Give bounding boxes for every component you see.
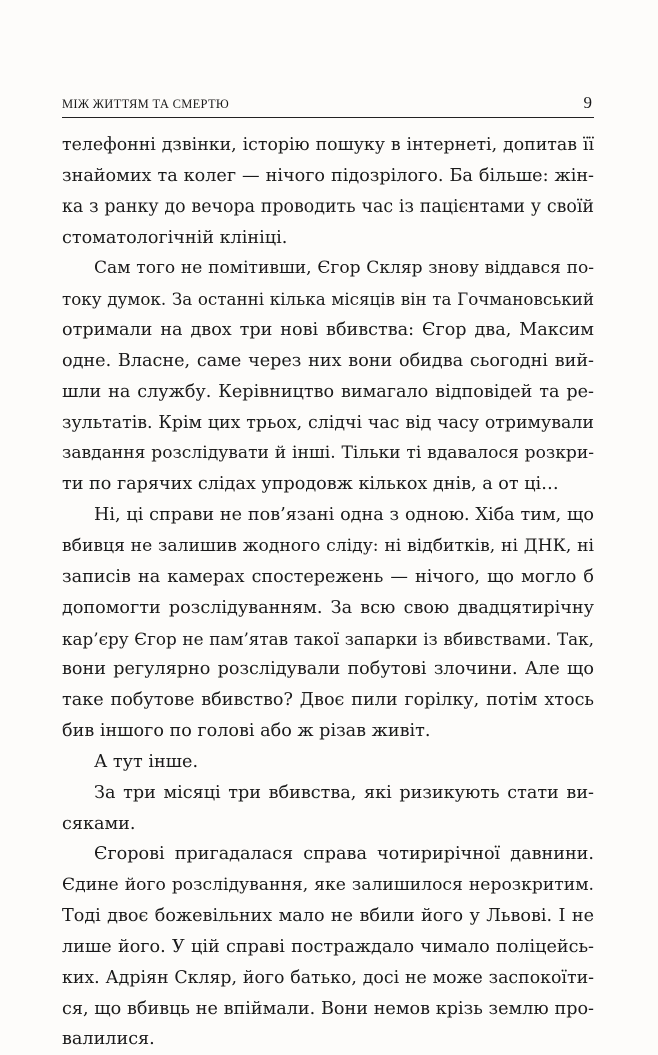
text-line: валилися. — [62, 1029, 155, 1050]
running-head — [62, 91, 594, 118]
text-line: допомогти розслідуванням. За всю свою двадцятирічну — [62, 597, 594, 618]
text-line: завдання розслідувати й інші. Тільки ті вдавалося розкри- — [62, 443, 594, 464]
paragraph-2 — [62, 253, 594, 500]
running-title: МІЖ ЖИТТЯМ ТА СМЕРТЮ — [62, 97, 230, 111]
text-line: Ні, ці справи не пов’язані одна з одною. Хіба тим, що — [94, 505, 594, 526]
text-line: За три місяці три вбивства, які ризикують стати ви- — [94, 782, 594, 803]
text-line: знайомих та колег — нічого підозрілого. Ба більше: жін- — [62, 165, 594, 186]
paragraph-3 — [62, 500, 594, 747]
text-line: ся, що вбивць не впіймали. Вони немов крізь землю про- — [62, 998, 594, 1019]
text-line: ка з ранку до вечора проводить час із пацієнтами у своїй — [62, 196, 594, 217]
text-body — [62, 130, 594, 1055]
text-line: вони регулярно розслідували побутові злочини. Але що — [62, 659, 594, 680]
text-line: одне. Власне, саме через них вони обидва сьогодні вий- — [62, 350, 594, 371]
text-line: сяками. — [62, 813, 136, 834]
text-line: ких. Адріян Скляр, його батько, досі не може заспокоїти- — [62, 967, 594, 988]
text-line: таке побутове вбивство? Двоє пили горілку, потім хтось — [62, 690, 594, 711]
paragraph-1 — [62, 130, 594, 253]
text-line: шли на службу. Керівництво вимагало відповідей та ре- — [62, 381, 594, 402]
text-line: кар’єру Єгор не пам’ятав такої запарки із вбивствами. Так, — [62, 628, 594, 649]
text-line: Сам того не помітивши, Єгор Скляр знову віддався по- — [94, 258, 594, 279]
text-line: лише його. У цій справі постраждало чимало поліцейсь- — [62, 936, 594, 957]
text-line: Єгорові пригадалася справа чотирирічної давнини. — [94, 844, 594, 865]
text-line: Тоді двоє божевільних мало не вбили його у Львові. І не — [62, 906, 594, 927]
text-line: Єдине його розслідування, яке залишилося нерозкритим. — [62, 875, 594, 896]
text-line: стоматологічній клініці. — [62, 227, 288, 248]
text-line: А тут інше. — [94, 751, 199, 772]
text-line: току думок. За останні кілька місяців він та Гочмановський — [62, 289, 594, 310]
text-line: вбивця не залишив жодного сліду: ні відбитків, ні ДНК, ні — [62, 535, 594, 556]
text-line: отримали на двох три нові вбивства: Єгор два, Максим — [62, 320, 594, 341]
paragraph-6 — [62, 839, 594, 1055]
text-line: ти по гарячих слідах упродовж кількох днів, а от ці… — [62, 474, 559, 495]
text-line: зультатів. Крім цих трьох, слідчі час від часу отримували — [62, 412, 594, 433]
text-line: телефонні дзвінки, історію пошуку в інтернеті, допитав її — [62, 135, 594, 155]
text-line: записів на камерах спостережень — нічого, що могло б — [62, 566, 594, 587]
text-line: бив іншого по голові або ж різав живіт. — [62, 721, 431, 742]
paragraph-4 — [62, 747, 594, 778]
page-number: 9 — [583, 93, 592, 112]
paragraph-5 — [62, 778, 594, 840]
